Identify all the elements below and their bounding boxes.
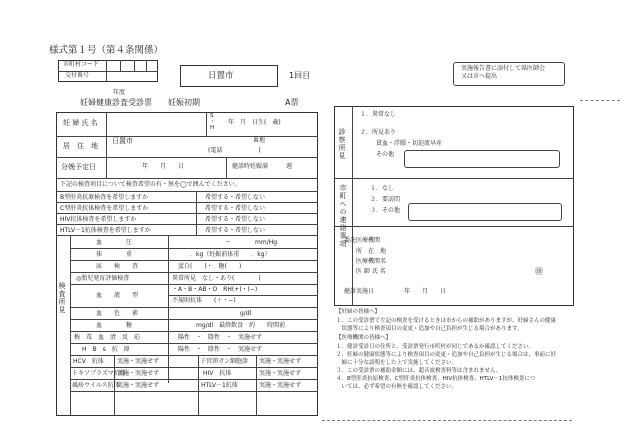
consent-intro: 下記の検査項目について検査希望の有・無を◯で囲んでください。 (60, 181, 241, 188)
doc-header: 【医療機関の皆様へ】 (336, 335, 392, 341)
issue-number-label: 交付番号 (65, 72, 90, 79)
cut-line (580, 100, 620, 101)
consent-row-label: HTLV－1抗体検査を希望しますか (60, 227, 151, 234)
exam-value[interactable]: 陽性 ・ 陰性 ・ 実施せず (178, 334, 263, 341)
era-marks: S ・ H (210, 113, 216, 132)
pair-label: HTLV－1抗体 (201, 382, 238, 389)
doc-line: 婦に十分な説明をした上で実施してください。 (336, 360, 458, 366)
cut-line (322, 420, 572, 421)
contact-other-field[interactable] (408, 203, 562, 221)
consent-row-label: B型肝炎抗原検査を希望しますか (60, 194, 149, 201)
year-label: 年度 (113, 89, 126, 96)
exam-value[interactable]: g/dl (240, 310, 252, 317)
ticket-type: A票 (285, 98, 299, 107)
findings-label: 診察所見 (338, 128, 346, 160)
pair-value[interactable]: 実施・実施せず (259, 382, 302, 389)
exam-label: 血 糖 (96, 322, 133, 329)
pair-label: トキソプラズマ抗体 (72, 370, 126, 377)
doc-line: １．健診受診日の住所と、受診票発行市町村が同じであるか確認してください。 (336, 344, 535, 350)
inst-field: 医 師 氏 名 (356, 268, 386, 275)
inst-field: 医療機関名 (356, 258, 387, 265)
banchi-label: 番地 (253, 137, 266, 144)
findings-option[interactable]: １．異常なし (360, 111, 397, 118)
consent-row-option[interactable]: 希望する・希望しない (205, 205, 266, 212)
address-city: 日置市 (112, 137, 133, 145)
name-label: 妊 婦 氏 名 (63, 119, 98, 127)
exam-label: 尿 検 査 (96, 263, 139, 270)
exam-value[interactable]: ・A・B・AB・O RH(+)・(−) (172, 286, 258, 293)
ticket-title: 妊婦健康診査受診票 妊娠初期 (80, 98, 200, 107)
consent-row-label: C型肝炎抗体検査を希望しますか (60, 205, 149, 212)
pair-value[interactable]: 実施・実施せず (259, 358, 302, 365)
pair-label: HCV 抗体 (73, 358, 104, 365)
findings-sub: 貧血・浮腫・切迫流早産 (376, 140, 443, 147)
note-top: 実施報告書に添付して県医師会 又は市へ提出 (461, 65, 546, 81)
consent-row-option[interactable]: 希望する・希望しない (205, 216, 266, 223)
guide-header: 【妊婦の皆様へ】 (336, 309, 381, 315)
exam-value[interactable]: 陽性 ・ 陰性 ・ 実施せず (178, 346, 263, 353)
exam-value[interactable]: ．kg（妊娠前体重 ．kg） (190, 251, 271, 258)
exam-value[interactable]: mg/dl 最終飲食 約 時間前 (196, 322, 286, 329)
exam-date: 健診実施日 年 月 日 (344, 288, 447, 295)
doc-line: ２．妊婦の健康状態等により検査項目の変更・追加や自己負担が生じる場合は、事前に妊 (336, 352, 557, 358)
exam-value[interactable]: ～ mm/Hg (225, 239, 278, 246)
guide-line: １．この受診票で左記の検査を受けるときは市からの補助がありますが、妊婦さんの健康 (336, 318, 557, 324)
pair-label: 風疹ウイルス抗体 (72, 382, 120, 389)
exam-value[interactable]: 蛋白( )・ 糖( ) (178, 263, 242, 270)
contact-option[interactable]: １．なし (370, 185, 395, 192)
due-label: 分娩予定日 (61, 163, 96, 171)
exam-value[interactable]: 異常所見 なし・あり( ) (172, 275, 261, 282)
consent-row-option[interactable]: 希望する・希望しない (205, 227, 266, 234)
pair-label: 子宮頸ガン細胞診 (200, 358, 249, 365)
doc-line: ４．B型肝炎抗原検査、C型肝炎抗体検査、HIV抗体検査、HTLV－1抗体検査につ (336, 376, 536, 382)
exam-label: 血 色 素 (96, 310, 139, 317)
findings-vertical-label: 検査所見 (58, 282, 66, 314)
birth-label: 年 月 日生( 歳) (228, 119, 281, 126)
address-label: 居 住 地 (63, 142, 98, 150)
exam-label: 体 重 (96, 251, 133, 258)
code-label: 市町村コード (63, 61, 100, 68)
contact-option[interactable]: ３．その他 (370, 207, 401, 214)
consent-row-label: HIV抗体検査を希望しますか (60, 216, 137, 223)
city-name: 日置市 (208, 71, 234, 81)
exam-value[interactable]: 不規則抗体 (＋・−) (172, 297, 236, 304)
due-date: 年 月 日 (142, 163, 185, 170)
tel-label: (電話 ) (208, 147, 261, 154)
contact-option[interactable]: ２．要訪問 (370, 196, 401, 203)
exam-label: 梅 毒 血 清 反 応 (74, 334, 141, 341)
findings-option[interactable]: ２．所見あり (360, 129, 397, 136)
guide-line: 状態等により検査項目の変更・追加や自己負担が生じる場合があります。 (336, 326, 523, 332)
consent-row-option[interactable]: 希望する・希望しない (205, 194, 266, 201)
times-label: 1回目 (289, 71, 311, 80)
exam-label: 血 液 型 (96, 292, 139, 299)
form-title: 様式第１号（第４条関係） (49, 45, 164, 56)
seal-mark: ㊞ (535, 267, 543, 276)
exam-label: H B s 抗 原 (82, 346, 130, 353)
exam-label: 血 圧 (96, 239, 133, 246)
findings-other: その他 (376, 151, 395, 158)
contact-label: 市町への連絡事項 (339, 184, 347, 248)
inst-title: 委託医療機関 (344, 237, 381, 244)
inst-field: 所 在 地 (356, 248, 387, 255)
pair-value[interactable]: 実施・実施せず (117, 370, 160, 377)
exam-label: ◎胎児発育評価検査 (76, 275, 130, 282)
doc-line: ３．この受診票の補助金額には、超音波検査料等は含まれません。 (336, 368, 502, 374)
pair-label: HIV 抗体 (203, 370, 232, 377)
weeks-label: 健診時妊娠満 週 (232, 163, 293, 170)
pair-value[interactable]: 実施・実施せず (117, 358, 160, 365)
name-field[interactable] (112, 117, 202, 131)
findings-other-field[interactable] (404, 150, 560, 168)
pair-value[interactable]: 実施・実施せず (259, 370, 302, 377)
doc-line: いては、必ず希望の有無を確認してください。 (336, 384, 458, 390)
pair-value[interactable]: 実施・実施せず (117, 382, 160, 389)
